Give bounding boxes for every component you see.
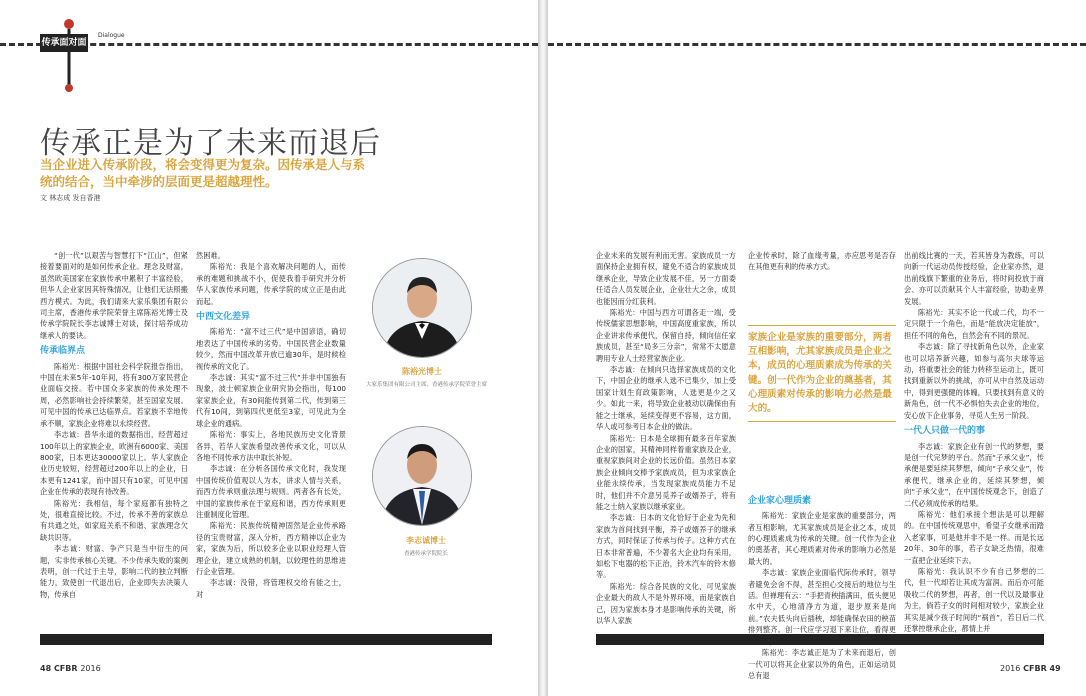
article-byline: 文 林志成 发自香港 xyxy=(40,194,101,202)
paragraph: 陈裕光：“富不过三代”是中国谚语，确切地表达了中国传承的劣势。中国民营企业数量较少，然而中国改革开放已逾30年，是时候检视传承的文化了。 xyxy=(196,327,346,371)
folio-right xyxy=(1000,664,1061,673)
paragraph: 李志诚：没错，将管理权交给有能之士，对 xyxy=(196,578,346,599)
paragraph: 李志诚：财富、争产只是当中衍生的问题，实非传承核心关键。不少传承失败的案例表明，创一代过于主导，影响二代的独立判断能力，致使创一代退出后，企业即失去决策人物，传承自 xyxy=(40,544,188,599)
paragraph: 陈裕光：综合各民族的文化，可见家族企业最大的敌人不是外界环境，而是家族自己，因为家族本身才是影响传承的关键，所以华人家族 xyxy=(596,581,736,625)
paragraph: 李志诚：其实“富不过三代”并非中国独有现象，波士顿家族企业研究协会指出，每100家家族企业，有30间能传到第二代，传到第三代有10间，到第四代更低至3家，可见此为全球企业的通病。 xyxy=(196,373,346,428)
paragraph: 陈裕光：我是个喜欢解决问题的人，而传承的难题和挑战不小，促使我着手研究并分析华人家族传承问题，传承学院的成立正是由此而起。 xyxy=(196,262,346,306)
paragraph: 企业未来的发展有利而无害。家族成员一方面保持企业拥有权，避免不适合的家族成员继承企业，导致企业发展不佳，另一方面委任适合人员发展企业，企业壮大之余，成员也能因而分红获利。 xyxy=(596,251,736,306)
portrait-chan-name: 陈裕光博士 xyxy=(402,367,442,376)
paragraph: 陈裕光：他们承接个想法是可以理解的。在中国传统观思中，希望子女继承而踏入老家事，可是他并非不是一样。而是长远20年、30年的事，若子女缺乏热情，很难一直把企业延续下去。 xyxy=(904,509,1044,565)
issue-year: 2016 xyxy=(1000,664,1021,673)
paragraph: 陈裕光：根据中国社会科学院报告指出，中国在未来5年-10年间，将有300万家民营企业面临交接。若中国众多家族的传承处理不周，必然影响社会持续繁荣，甚至国家发展。可见中国的传承已达临界点。若家族不幸地传承不顺，家族企业将难以永续经营。 xyxy=(40,361,188,428)
section-heading: 中西文化差异 xyxy=(196,312,251,323)
paragraph: 企业传承时，除了血缘考量，亦应思考是否存在其他更有利的传承方式。 xyxy=(748,251,896,272)
footer-bar xyxy=(596,634,1044,645)
paragraph: 陈裕光：李志诚正是为了未来而退后，创一代可以将其企业家以外的角色，正如运动员总有退 xyxy=(748,648,896,680)
portrait-lee-title: 香港传承学院院长 xyxy=(404,551,449,557)
spine-gutter xyxy=(538,0,548,696)
paragraph: 出前线比赛的一天，若其皆身为教练，可以向新一代运动员传授经验，企业家亦然，退出前线旗下繁重的业务后，将时间投放于商会、亦可以贡献其个人丰富经验，协助业界发展。 xyxy=(904,251,1044,306)
page-number: 49 xyxy=(1049,664,1061,673)
article-deck: 当企业进入传承阶段，将会变得更为复杂。因传承是人与系统的结合，当中牵涉的层面更是超越理性。 xyxy=(40,157,366,189)
article-title: 传承正是为了未来而退后 xyxy=(40,126,381,161)
column-2 xyxy=(196,250,346,600)
paragraph: 陈裕光：其实不论一代或二代，均不一定只限于一个角色，而是“能放决定能放”，担任不同的角色，自然会有不同的景况。 xyxy=(904,308,1044,340)
masthead-ornament-icon xyxy=(60,16,78,94)
paragraph: 李志诚：普华永道的数据指出，经营超过100年以上的家族企业，欧洲有6000家、美国800家，日本更达30000家以上。华人家族企业历史较短，经营超过200年以上的企业，日本更有1241家，而中国只有10家，可见中国企业在传承的表现有待改善。 xyxy=(40,430,188,497)
paragraph: 陈裕光：我认识不少有自己梦想的二代，但一代却若让其成为富润。而后亦可能吸收二代的梦想，再者，创一代以及最事业为主，倘若子女的时间相对较少，家族企业其实是减少孩子时间的“祸首”，若日后二代还掌控继承企业，都情上并 xyxy=(904,566,1044,633)
page-number: 48 xyxy=(40,664,52,673)
column-3 xyxy=(596,250,736,626)
paragraph: 李志诚：家族企业有创一代的梦想，要是创一代完梦的平台。然而“子承父业”，传承便是要延续其梦想，倾向“子承父业”，传承便代，继承企业的，延续其梦想，倾向“子承父业”，在中国传统观念下，创造了二代必须成传承的结果。 xyxy=(904,441,1044,508)
paragraph: 陈裕光：家族企业是家族的重要部分，两者互相影响，尤其家族成员是企业之本，成员的心理质素成为传承的关键。创一代作为企业的奠基者，其心理质素对传承的影响力必然是最大的。 xyxy=(748,511,896,566)
folio-left xyxy=(40,664,101,673)
issue-year: 2016 xyxy=(80,664,101,673)
paragraph: 李志诚：日本的文化恰好于企业为先和家族为首间找到平衡，养子或婿养子的继承方式，同时保证了传承与传子。这种方式在日本非常普遍，不少著名大企业均有采用，如松下电器的松下正治，铃木汽车的铃木修等。 xyxy=(596,513,736,580)
paragraph: 然困难。 xyxy=(196,251,225,260)
paragraph: 陈裕光：中国与西方可谓各走一端，受传统儒家思想影响，中国高度重家族，所以企业讲求传承便代，保留自持，倾向信任家族成员，甚至“局多三分亲”，常常不太愿意聘用专业人士经营家族企业。 xyxy=(596,308,736,363)
masthead-dashed-rule xyxy=(548,43,1086,46)
section-heading: 一代人只做一代的事 xyxy=(904,426,986,437)
paragraph: 李志诚：在倾向只选择家族成员的文化下，中国企业的继承人选不已集少，加上受国家计划生育政策影响，人选更是少之又少。如此一来，将导致企业被动以确保由有能之士继承，延续变得更不容易，这方面，华人或可参考日本企业的做法。 xyxy=(596,365,736,432)
column-4 xyxy=(748,250,896,681)
paragraph: 陈裕光：民族传统精神固然是企业传承路径的宝贵财富，深入分析，西方精神以企业为家，家族为后，所以较多企业以职业经理人管理企业，建立成熟的机制，以较理性的思维进行企业管理。 xyxy=(196,521,346,576)
paragraph: 李志诚：家族企业面临代际传承时，领导者避免会舍不得，甚至担心交接后的地位与生活。但禅理有云：“手把青秧插满田，低头便见水中天，心地清净方为道，退步原来是向前。”农夫低头向后插秧，却能确保农田的秧苗排列整齐。创一代应学习退下来让位，看得更 xyxy=(748,568,896,635)
pull-quote: 家族企业是家族的重要部分，两者互相影响，尤其家族成员是企业之本，成员的心理质素成为传承的关键。创一代作为企业的奠基者，其心理质素对传承的影响力必然是最大的。 xyxy=(748,325,896,422)
portrait-chan-title: 大家乐集团有限公司主席、香港传承学院荣誉主席 xyxy=(366,382,488,388)
portrait-lee-photo xyxy=(372,426,472,526)
column-5 xyxy=(904,250,1044,634)
section-badge: 传承面对面 xyxy=(40,34,88,52)
magazine-name: CFBR xyxy=(53,664,78,673)
section-subtitle: Dialogue xyxy=(98,32,125,39)
left-page xyxy=(0,0,538,696)
column-1 xyxy=(40,250,188,600)
portrait-chan-photo xyxy=(372,258,472,358)
magazine-name: CFBR xyxy=(1023,664,1047,673)
paragraph: 陈裕光：我相信，每个家庭都有独特之处，很难直接比较。不过，传承不善的家族总有共通之处，如家庭关系不和谐、家族理念欠缺共识等。 xyxy=(40,498,188,542)
paragraph: 陈裕光：日本是全球拥有最多百年家族企业的国家，其精神同样着重家族及企业，重视家族间对企业的长远价值。虽然日本家族企业倾向交棒予家族成员，但为求家族企业能永续传承，当发现家族成员能力不足时，他们并不介意另觅养子或婿养子，将有能之士纳入家族以继承家业。 xyxy=(596,433,736,511)
paragraph: 陈裕光：事实上，各地民族历史文化背景各异，若华人家族希望改善传承文化，可以从各地不同传承方法中取长补短。 xyxy=(196,430,346,462)
section-heading: 企业家心理质素 xyxy=(748,495,812,506)
paragraph: 李志诚：在分析各国传承文化时，我发现中国传统价值观以人为本，讲求人情与关系，而西方传承则重法理与规则。两者各有长处，中国的家族传承在于家庭和谐，西方传承则更注重制度化管理。 xyxy=(196,464,346,519)
paragraph: “创一代”以艰苦与智慧打下“江山”，但紧接着要面对的是如何传承企业。理念及财富，虽然欧美国家在家族传承中累积了丰富经验，但华人企业家因其特殊情况，让他们无法照搬西方模式。为此，我们请来大家乐集团有限公司主席，香港传承学院荣誉主席陈裕光博士及传承学院院长李志诚博士对谈，探讨培养成功继承人的要诀。 xyxy=(40,251,188,340)
footer-bar xyxy=(40,634,492,645)
portrait-lee-name: 李志诚博士 xyxy=(406,536,446,545)
paragraph: 李志诚：除了寻找新角色以外，企业家也可以培养新兴趣，如参与高尔夫球等运动，将重要社会的能力转移至运动上，既可找到重新以外的挑战，亦可从中自然及运动中，得到更强健的体魄，只要找到有意义的新角色，创一代不必惧怕失去企业的地位，安心放下企业事务，寻觅人生另一阶段。 xyxy=(904,342,1044,420)
section-heading: 传承临界点 xyxy=(40,346,86,357)
